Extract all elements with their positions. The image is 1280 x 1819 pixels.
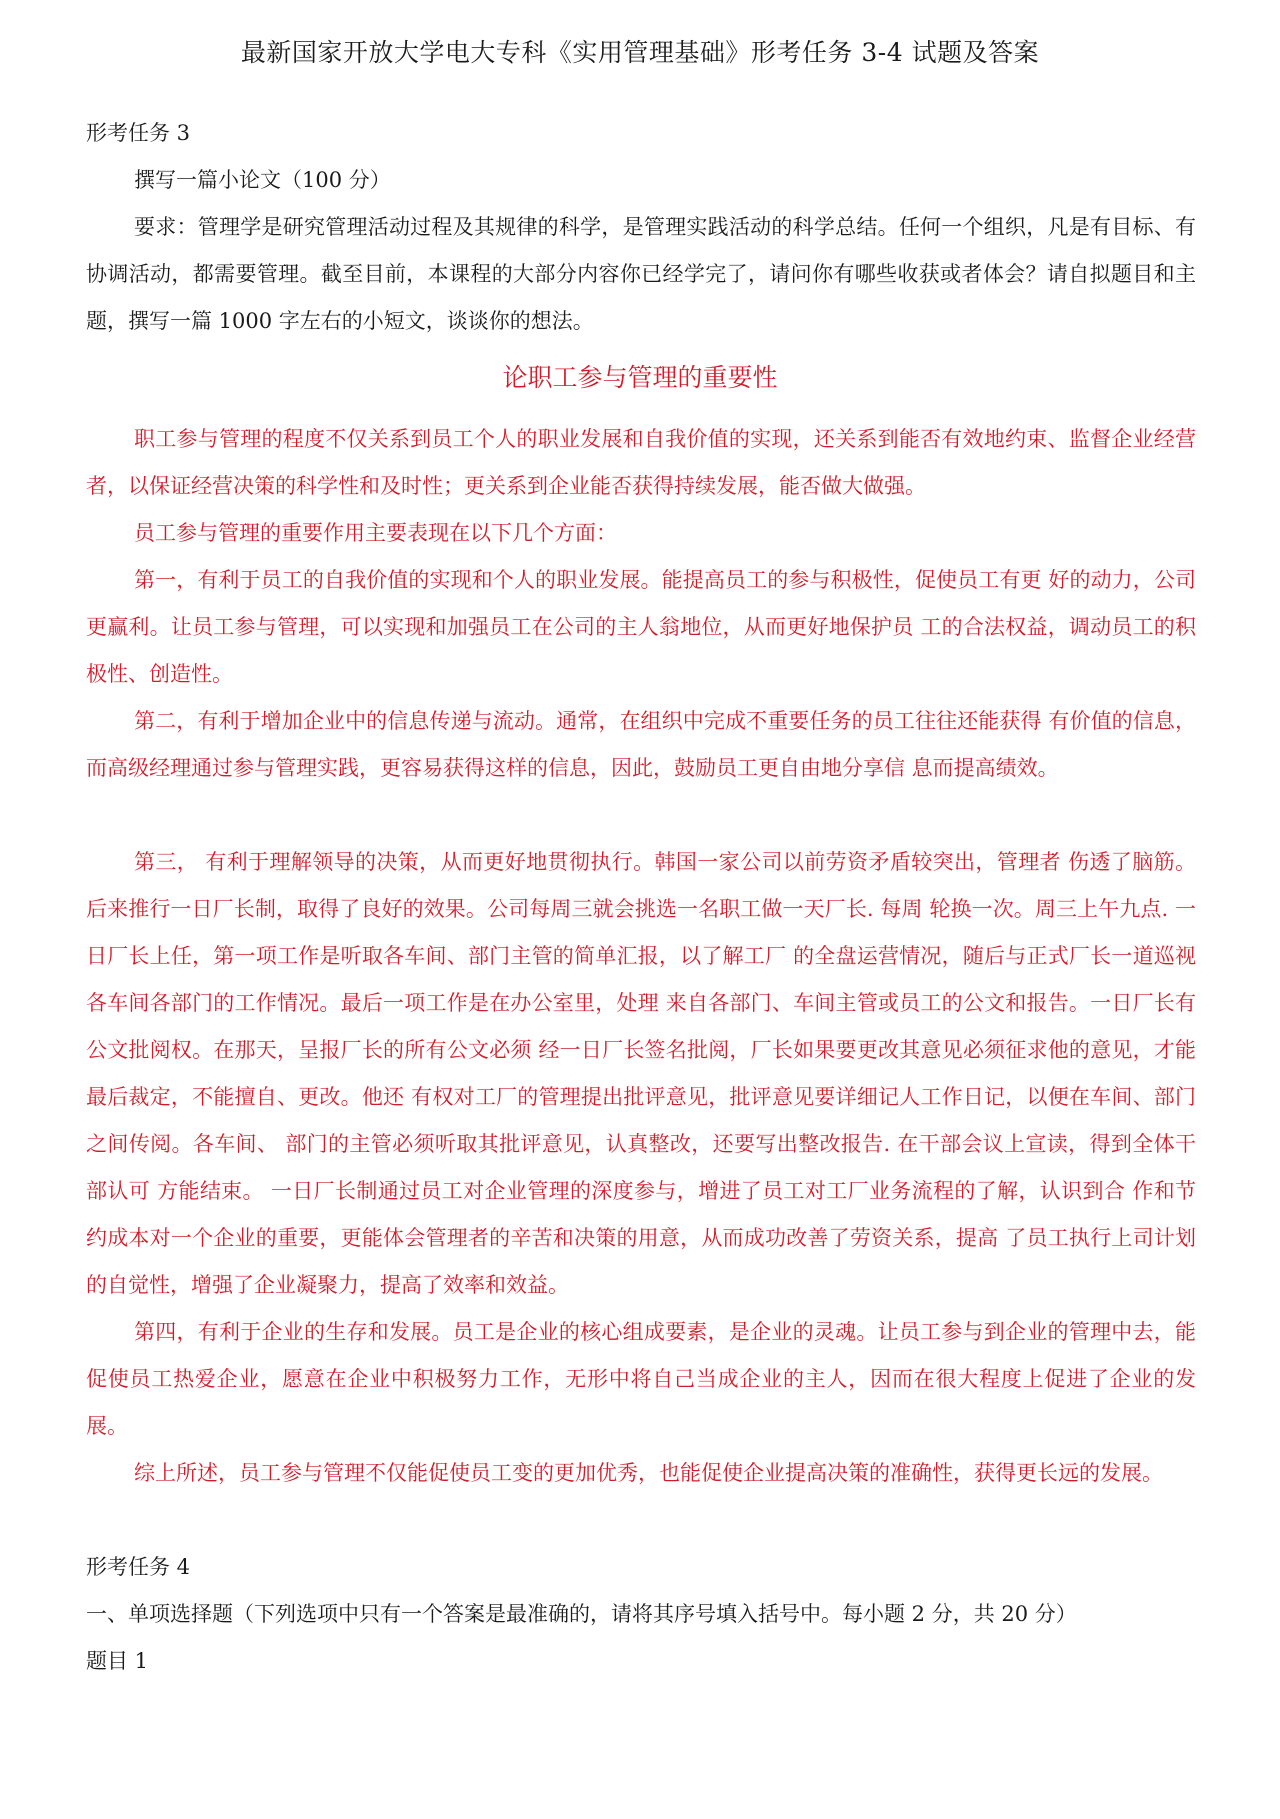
essay-paragraph-third: 第三， 有利于理解领导的决策，从而更好地贯彻执行。韩国一家公司以前劳资矛盾较突出，管理者 伤透了脑筋。后来推行一日厂长制，取得了良好的效果。公司每周三就会挑选一名职工做一天厂长. 每周 轮换一次。周三上午九点. 一日厂长上任，第一项工作是听取各车间、部门主管的简单汇报，以了解工厂 的全盘运营情况，随后与正式厂长一道巡视各车间各部门的工作情况。最后一项工作是在办公室里，处理 来自各部门、车间主管或员工的公文和报告。一日厂长有公文批阅权。在那天，呈报厂长的所有公文必须 经一日厂长签名批阅，厂长如果要更改其意见必须征求他的意见，才能最后裁定，不能擅自、更改。他还 有权对工厂的管理提出批评意见，批评意见要详细记人工作日记，以便在车间、部门之间传阅。各车间、 部门的主管必须听取其批评意见，认真整改，还要写出整改报告. 在干部会议上宣读，得到全体干部认可 方能结束。 一日厂长制通过员工对企业管理的深度参与，增进了员工对工厂业务流程的了解，认识到合 作和节约成本对一个企业的重要，更能体会管理者的辛苦和决策的用意，从而成功改善了劳资关系，提高 了员工执行上司计划的自觉性，增强了企业凝聚力，提高了效率和效益。 — [86, 850, 1196, 1297]
question-1-label: 题目 1 — [86, 1649, 149, 1673]
essay-paragraph-second: 第二，有利于增加企业中的信息传递与流动。通常，在组织中完成不重要任务的员工往往还能获得 有价值的信息，而高级经理通过参与管理实践，更容易获得这样的信息，因此，鼓励员工更自由地分享信 息而提高绩效。 — [86, 709, 1196, 780]
document-title: 最新国家开放大学电大专科《实用管理基础》形考任务 3-4 试题及答案 — [240, 38, 1040, 67]
task3-heading: 形考任务 3 — [86, 121, 191, 145]
essay-paragraph-intro: 职工参与管理的程度不仅关系到员工个人的职业发展和自我价值的实现，还关系到能否有效地约束、监督企业经营者，以保证经营决策的科学性和及时性；更关系到企业能否获得持续发展，能否做大做强。 — [86, 427, 1196, 498]
essay-paragraph-first: 第一，有利于员工的自我价值的实现和个人的职业发展。能提高员工的参与积极性，促使员工有更 好的动力，公司更赢利。让员工参与管理，可以实现和加强员工在公司的主人翁地位，从而更好地保护员 工的合法权益，调动员工的积极性、创造性。 — [86, 568, 1196, 686]
task4-heading: 形考任务 4 — [86, 1555, 191, 1579]
task3-requirement: 要求：管理学是研究管理活动过程及其规律的科学，是管理实践活动的科学总结。任何一个组织，凡是有目标、有协调活动，都需要管理。截至目前，本课程的大部分内容你已经学完了，请问你有哪些收获或者体会？请自拟题目和主题，撰写一篇 1000 字左右的小短文，谈谈你的想法。 — [86, 215, 1196, 333]
task3-assignment: 撰写一篇小论文（100 分） — [134, 168, 391, 192]
essay-paragraph-conclusion: 综上所述，员工参与管理不仅能促使员工变的更加优秀，也能促使企业提高决策的准确性，获得更长远的发展。 — [134, 1461, 1163, 1485]
task4-section-heading: 一、单项选择题（下列选项中只有一个答案是最准确的，请将其序号填入括号中。每小题 2 分，共 20 分） — [86, 1602, 1077, 1626]
essay-paragraph-fourth: 第四，有利于企业的生存和发展。员工是企业的核心组成要素，是企业的灵魂。让员工参与到企业的管理中去，能促使员工热爱企业，愿意在企业中积极努力工作，无形中将自己当成企业的主人，因而在很大程度上促进了企业的发展。 — [86, 1320, 1196, 1438]
essay-title: 论职工参与管理的重要性 — [502, 363, 778, 392]
essay-paragraph-aspects: 员工参与管理的重要作用主要表现在以下几个方面： — [134, 521, 617, 545]
